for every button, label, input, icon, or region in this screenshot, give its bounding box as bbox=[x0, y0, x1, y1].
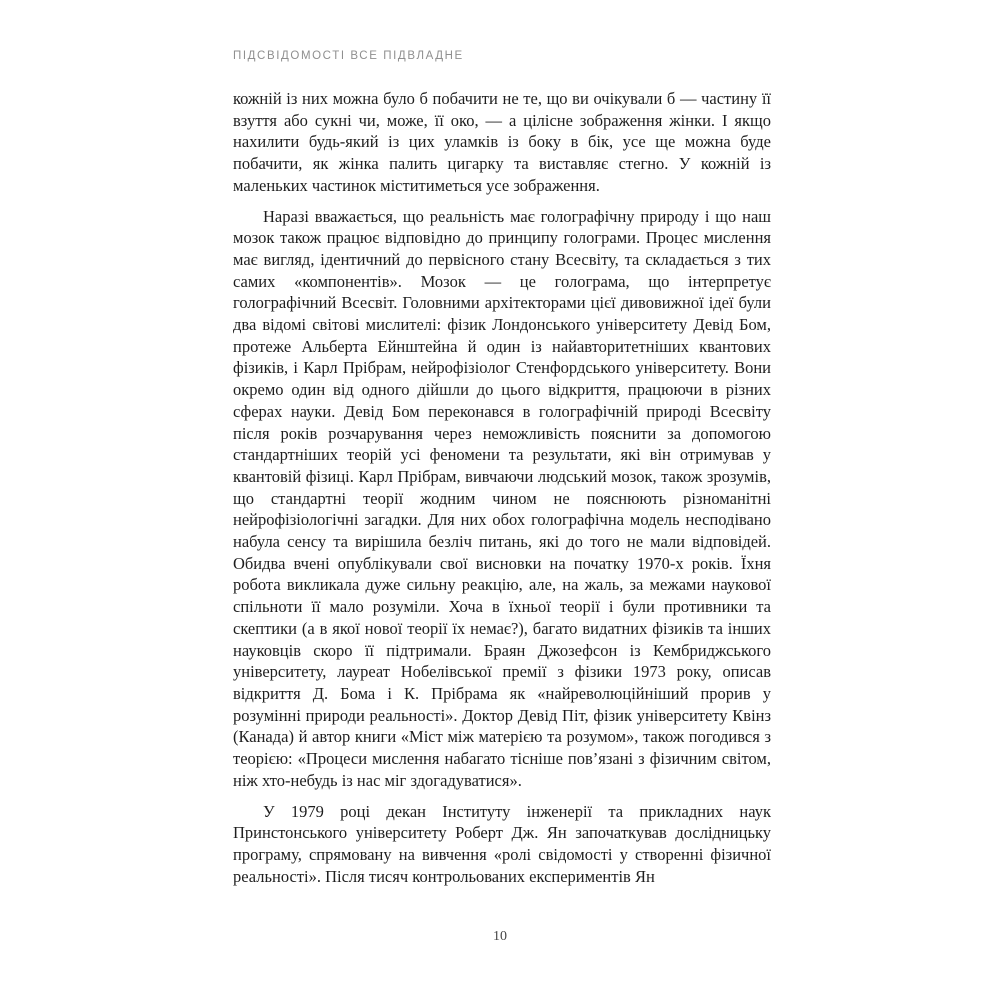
paragraph: кожній із них можна було б побачити не те, що ви очікували б — частину її взуття або сукні чи, може, її око, — а цілісне зображення жінки. І якщо нахилити будь-який із цих уламків із боку в бік, усе ще можна буде побачити, як жінка палить цигарку та виставляє стегно. У кожній із маленьких частинок міститиметься усе зображення. bbox=[233, 89, 771, 195]
body-text bbox=[233, 88, 771, 896]
paragraph: У 1979 році декан Інституту інженерії та прикладних наук Принстонського університету Роберт Дж. Ян започаткував дослідницьку програму, спрямовану на вивчення «ролі свідомості у створенні фізичної реальності». Після тисяч контрольованих експериментів Ян bbox=[233, 801, 771, 886]
paragraph: Наразі вважається, що реальність має голографічну природу і що наш мозок також працює відповідно до принципу голограми. Процес мислення має вигляд, ідентичний до первісного стану Всесвіту, та складається з тих самих «компонентів». Мозок — це голограма, що інтерпретує голографічний Всесвіт. Головними архітекторами цієї дивовижної ідеї були два відомі світові мислителі: фізик Лондонського університету Девід Бом, протеже Альберта Ейнштейна й один із найавторитетніших квантових фізиків, і Карл Прібрам, нейрофізіолог Стенфордського університету. Вони окремо один від одного дійшли до цього відкриття, працюючи в різних сферах науки. Девід Бом переконався в голографічній природі Всесвіту після років розчарування через неможливість пояснити за допомогою стандартніших теорій усі феномени та результати, які він отримував у квантовій фізиці. Карл Прібрам, вивчаючи людський мозок, також зрозумів, що стандартні теорії жодним чином не пояснюють різноманітні нейрофізіологічні загадки. Для них обох голографічна модель несподівано набула сенсу та вирішила безліч питань, які до того не мали відповідей. Обидва вчені опублікували свої висновки на початку 1970-х років. Їхня робота викликала дуже сильну реакцію, але, на жаль, за межами наукової спільноти її мало розуміли. Хоча в їхньої теорії і були противники та скептики (а в якої нової теорії їх немає?), багато видатних фізиків та інших науковців скоро її підтримали. Браян Джозефсон із Кембриджського університету, лауреат Нобелівської премії з фізики 1973 року, описав відкриття Д. Бома і К. Прібрама як «найреволюційніший прорив у розумінні природи реальності». Доктор Девід Піт, фізик університету Квінз (Канада) й автор книги «Міст між матерією та розумом», також погодився з теорією: «Процеси мислення набагато тісніше пов’язані з фізичним світом, ніж хто-небудь із нас міг здогадуватися». bbox=[233, 206, 771, 790]
running-header: ПІДСВІДОМОСТІ ВСЕ ПІДВЛАДНЕ bbox=[233, 50, 464, 62]
page-number: 10 bbox=[493, 929, 507, 944]
